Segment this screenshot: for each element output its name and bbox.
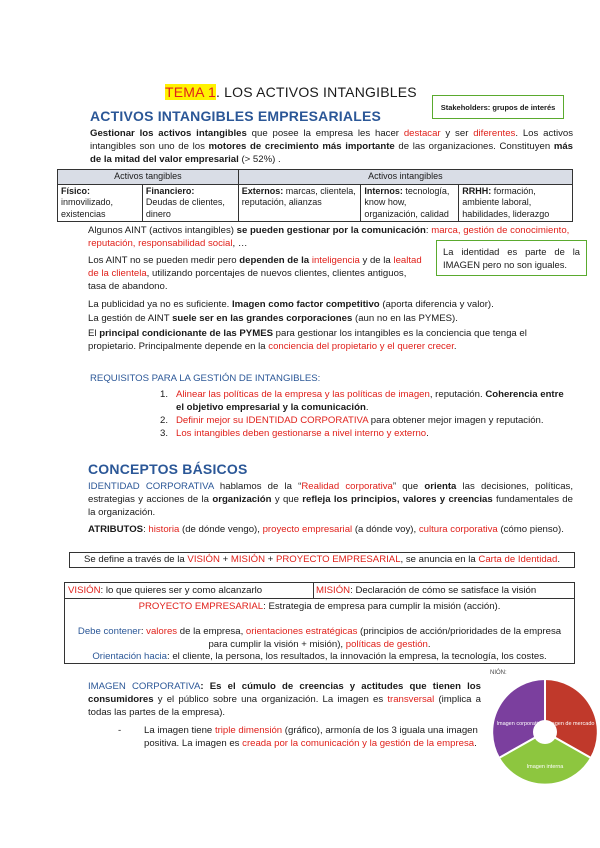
heading-activos-intangibles: ACTIVOS INTANGIBLES EMPRESARIALES (90, 108, 382, 124)
identity-note-box: La identidad es parte de la IMAGEN pero no son iguales. (436, 240, 587, 276)
vision-text: VISIÓN: lo que quieres ser y como alcanzarlo (68, 585, 263, 596)
define-box: Se define a través de la VISIÓN + MISIÓN + PROYECTO EMPRESARIAL, se anuncia en la Carta de Identidad. (69, 552, 575, 568)
table-header-tangibles: Activos tangibles (58, 170, 239, 185)
table-cell: Externos: marcas, clientela, reputación, alianzas (238, 184, 361, 222)
intro-paragraph: Gestionar los activos intangibles que posee la empresa les hacer destacar y ser diferentes. Los activos intangibles son uno de los motores de crecimiento más importante de las organizaciones. Constituyen más de la mitad del valor empresarial (> 52%) . (90, 128, 574, 165)
aint-comunicacion: Algunos AINT (activos intangibles) se pueden gestionar por la comunicación: marca, gestión de conocimiento, reputación, responsabilidad social, … (88, 225, 570, 249)
heading-requisitos: REQUISITOS PARA LA GESTIÓN DE INTANGIBLES: (90, 373, 321, 384)
seg1-label: Imagen corporativa (496, 721, 544, 727)
list-item: 3. Los intangibles deben gestionarse a nivel interno y externo. (160, 428, 429, 439)
stakeholders-note: Stakeholders: grupos de interés (432, 95, 564, 119)
identidad-paragraph: IDENTIDAD CORPORATIVA hablamos de la “Realidad corporativa” que orienta las decisiones, políticas, estrategias y acciones de la organización y que refleja los principios, valores y creencias fundamentales de la organización. (88, 481, 573, 518)
aint-pymes: El principal condicionante de las PYMES para gestionar los intangibles es la conciencia que tenga el propietario. Principalmente depende en la conciencia del propietario y el querer crecer. (88, 328, 527, 352)
mision-text: MISIÓN: Declaración de cómo se satisface la visión (316, 585, 537, 596)
requisitos-list (160, 388, 573, 440)
diagram-label: NIÓN: (490, 670, 507, 676)
heading-conceptos: CONCEPTOS BÁSICOS (88, 461, 248, 477)
seg3-label: Imagen interna (526, 764, 564, 770)
table-cell: RRHH: formación, ambiente laboral, habilidades, liderazgo (459, 184, 573, 222)
orientacion-text: Orientación hacia: el cliente, la persona, los resultados, la innovación la empresa, la tecnología, los costes. (92, 651, 547, 662)
table-row (58, 184, 573, 222)
list-item: 1. Alinear las políticas de la empresa y las políticas de imagen, reputación. Coherencia entre el objetivo empresarial y la comunicación. (160, 389, 564, 413)
table-cell: Financiero: Deudas de clientes, dinero (142, 184, 238, 222)
aint-grandes: La gestión de AINT suele ser en las grandes corporaciones (aun no en las PYMES). (88, 313, 458, 324)
debe-contener-text: Debe contener: valores de la empresa, orientaciones estratégicas (principios de acción/prioridades de la empresa para cumplir la visión + misión), políticas de gestión. (77, 626, 562, 650)
seg2-label: Imagen de mercado (545, 721, 595, 727)
vision-mision-box (64, 582, 575, 664)
table-cell: Físico: inmovilizado, existencias (58, 184, 143, 222)
activos-table (57, 169, 573, 222)
table-cell: Internos: tecnología, know how, organización, calidad (361, 184, 459, 222)
proyecto-text: PROYECTO EMPRESARIAL: Estrategia de empresa para cumplir la misión (acción). (138, 601, 501, 612)
atributos-paragraph: ATRIBUTOS: historia (de dónde vengo), proyecto empresarial (a dónde voy), cultura corporativa (cómo pienso). (88, 524, 564, 535)
aint-medir: Los AINT no se pueden medir pero dependen de la inteligencia y de la lealtad de la clientela, utilizando porcentajes de nuevos clientes, clientes antiguos, tasa de abandono. (88, 255, 422, 292)
table-header-intangibles: Activos intangibles (238, 170, 572, 185)
divider (313, 583, 314, 598)
aint-publicidad: La publicidad ya no es suficiente. Imagen como factor competitivo (aporta diferencia y valor). (88, 299, 494, 310)
divider (65, 598, 574, 599)
imagen-bullet: - La imagen tiene triple dimensión (gráfico), armonía de los 3 iguala una imagen positiva. La imagen es creada por la comunicación y la gestión de la empresa. (118, 725, 478, 749)
page-title: TEMA 1. LOS ACTIVOS INTANGIBLES (165, 84, 417, 100)
imagen-paragraph: IMAGEN CORPORATIVA: Es el cúmulo de creencias y actitudes que tienen los consumidores y el público sobre una organización. La imagen es transversal (implica a todas las partes de la empresa). (88, 681, 482, 718)
imagen-diagram (486, 670, 600, 788)
list-item: 2. Definir mejor su IDENTIDAD CORPORATIVA para obtener mejor imagen y reputación. (160, 415, 544, 426)
